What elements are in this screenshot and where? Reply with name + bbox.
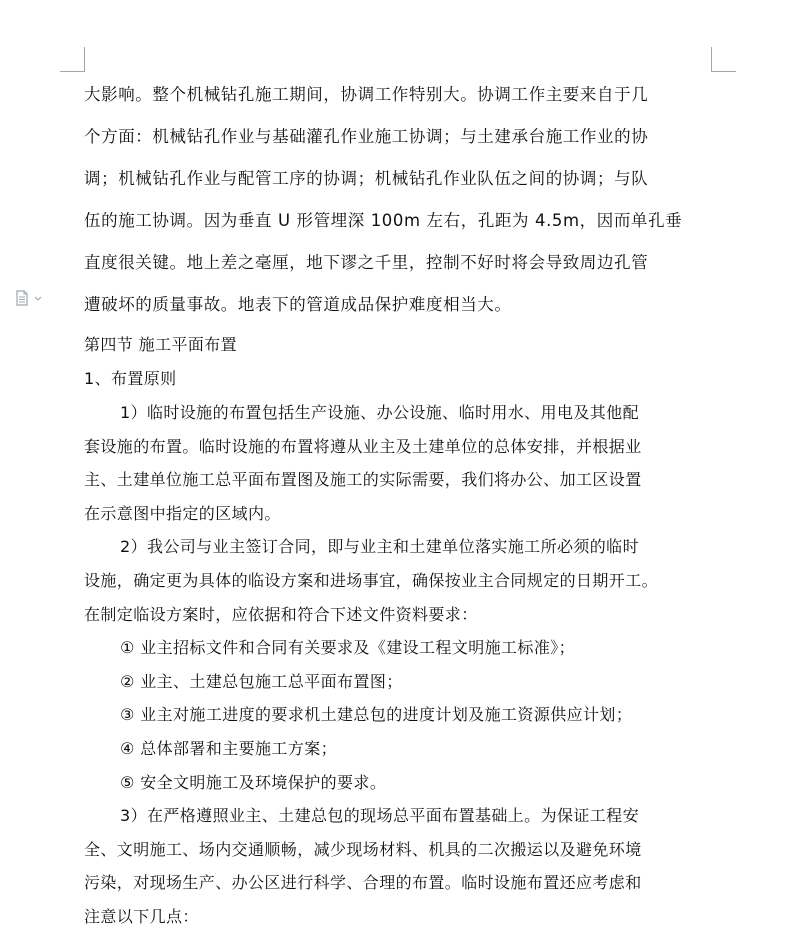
list-item: ③ 业主对施工进度的要求机土建总包的进度计划及施工资源供应计划； <box>120 705 633 725</box>
list-item: ② 业主、土建总包施工总平面布置图； <box>120 671 403 691</box>
paragraph-line: 2）我公司与业主签订合同，即与业主和土建单位落实施工所必须的临时 <box>120 537 639 557</box>
document-body <box>84 74 712 934</box>
paragraph-line: 全、文明施工、场内交通顺畅，减少现场材料、机具的二次搬运以及避免环境 <box>84 839 642 859</box>
paragraph-line: 注意以下几点： <box>84 906 199 926</box>
intro-line: 伍的施工协调。因为垂直 U 形管埋深 100m 左右，孔距为 4.5m，因而单孔垂 <box>84 211 683 230</box>
paragraph-3 <box>84 799 712 933</box>
paragraph-line: 设施，确定更为具体的临设方案和进场事宜，确保按业主合同规定的日期开工。 <box>84 570 659 590</box>
paragraph-line: 在示意图中指定的区域内。 <box>84 503 281 523</box>
paragraph-line: 在制定临设方案时，应依据和符合下述文件资料要求： <box>84 604 478 624</box>
intro-line: 大影响。整个机械钻孔施工期间，协调工作特别大。协调工作主要来自于几 <box>84 85 649 104</box>
crop-mark-top-right <box>711 47 736 72</box>
list-item: ① 业主招标文件和合同有关要求及《建设工程文明施工标准》； <box>120 638 576 658</box>
paragraph-line: 套设施的布置。临时设施的布置将遵从业主及土建单位的总体安排，并根据业 <box>84 436 642 456</box>
paragraph-1 <box>84 396 712 530</box>
paragraph-line: 主、土建单位施工总平面布置图及施工的实际需要，我们将办公、加工区设置 <box>84 470 642 490</box>
intro-line: 直度很关键。地上差之毫厘，地下谬之千里，控制不好时将会导致周边孔管 <box>84 253 649 272</box>
subsection-title: 1、布置原则 <box>84 369 177 388</box>
list-item: ④ 总体部署和主要施工方案； <box>120 738 338 758</box>
list-item: ⑤ 安全文明施工及环境保护的要求。 <box>120 772 387 792</box>
paragraph-line: 污染，对现场生产、办公区进行科学、合理的布置。临时设施布置还应考虑和 <box>84 873 642 893</box>
section-title: 第四节 施工平面布置 <box>84 335 238 354</box>
crop-mark-top-left <box>60 47 85 72</box>
intro-line: 个方面：机械钻孔作业与基础灌孔作业施工协调；与土建承台施工作业的协 <box>84 127 649 146</box>
paragraph-line: 3）在严格遵照业主、土建总包的现场总平面布置基础上。为保证工程安 <box>120 806 639 826</box>
paragraph-line: 1）临时设施的布置包括生产设施、办公设施、临时用水、用电及其他配 <box>120 403 639 422</box>
document-margin-icon[interactable] <box>15 290 45 306</box>
paragraph-2 <box>84 530 712 631</box>
intro-paragraph <box>84 74 712 326</box>
intro-line: 调；机械钻孔作业与配管工序的协调；机械钻孔作业队伍之间的协调；与队 <box>84 169 649 188</box>
intro-line: 遭破坏的质量事故。地表下的管道成品保护难度相当大。 <box>84 295 512 314</box>
